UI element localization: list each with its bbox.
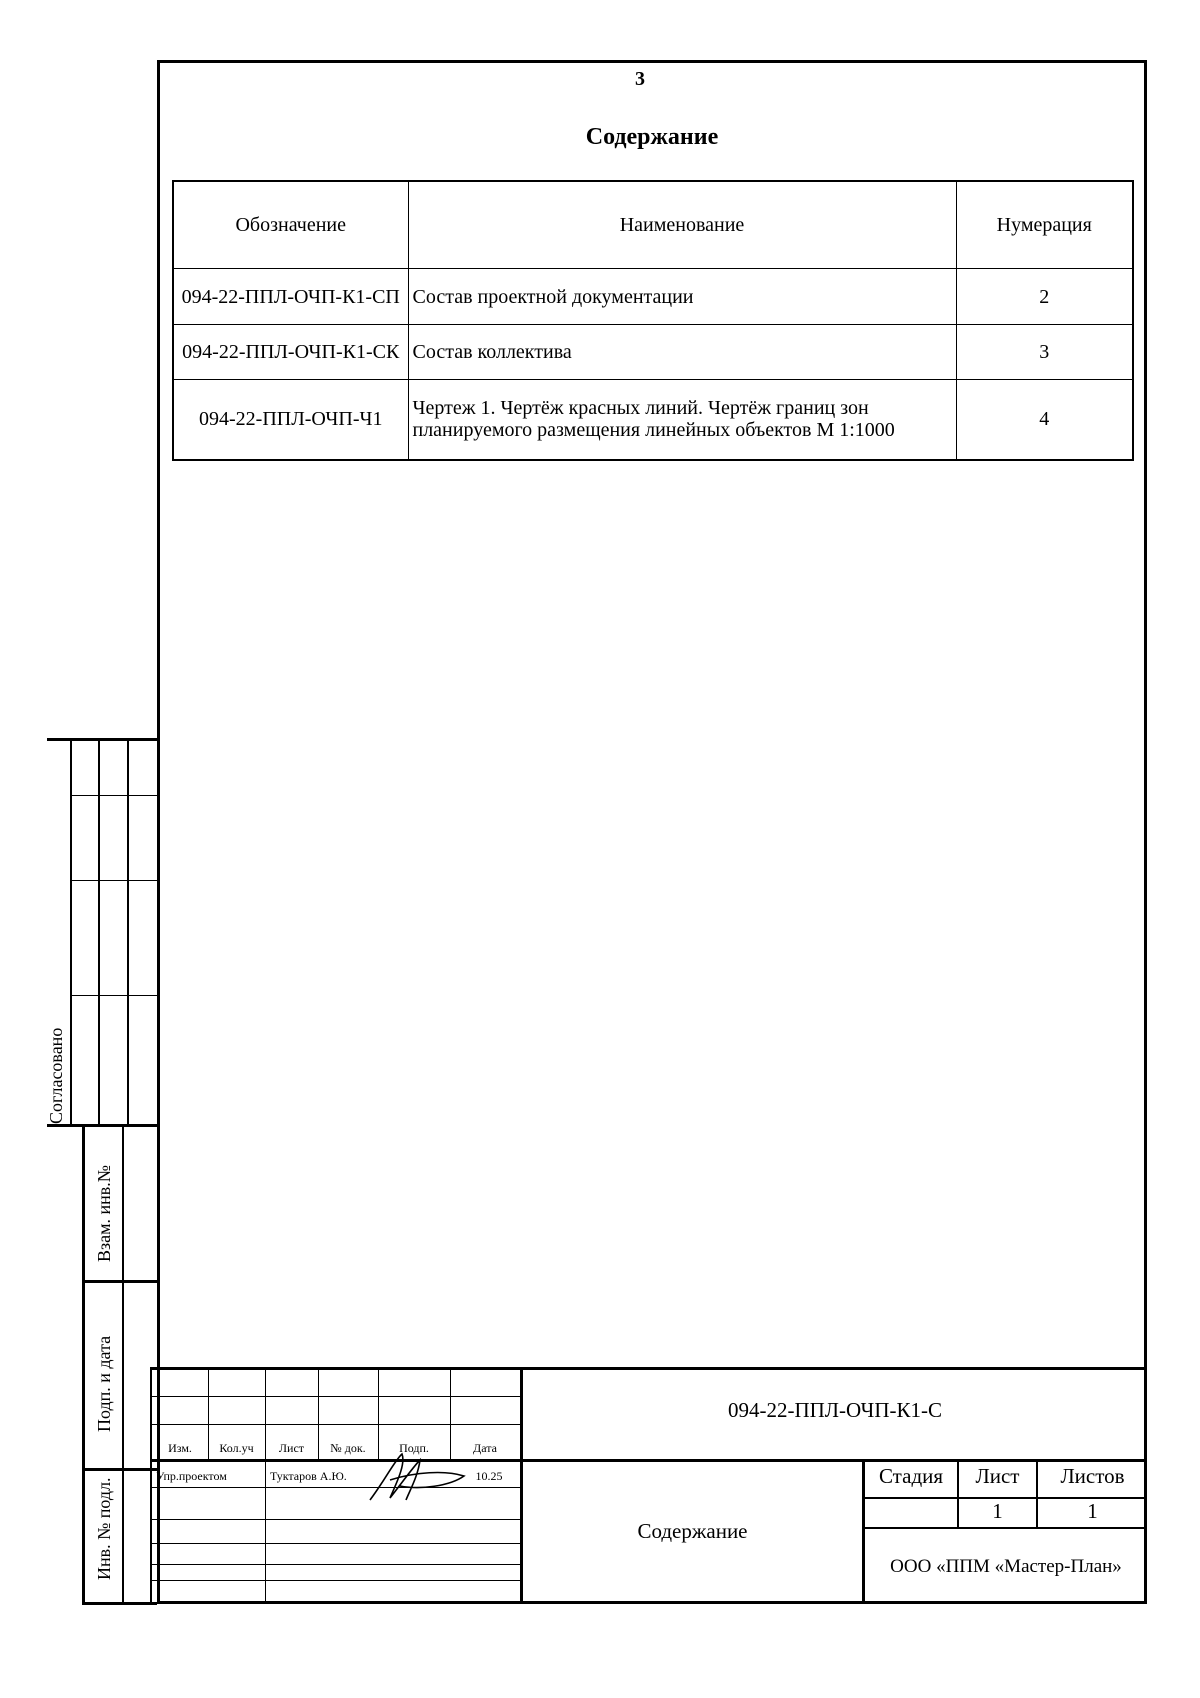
sheets-label: Листов (1060, 1464, 1125, 1488)
sign-date: 10.25 (475, 1469, 503, 1483)
row-code: 094-22-ППЛ-ОЧП-Ч1 (173, 380, 408, 460)
role-label: Упр.проектом (156, 1469, 227, 1483)
col-kol-uch: Кол.уч (219, 1441, 254, 1455)
table-header-row (173, 181, 1133, 269)
contents-table (172, 180, 1134, 461)
page-title: Содержание (585, 124, 719, 150)
sign-date-label: Подп. и дата (94, 1335, 114, 1432)
person-name: Туктаров А.Ю. (270, 1469, 347, 1483)
inv-no-label: Инв. № подл. (94, 1477, 114, 1580)
document-name: Содержание (637, 1519, 748, 1543)
col-doc-no: № док. (330, 1441, 366, 1455)
document-code: 094-22-ППЛ-ОЧП-К1-С (727, 1398, 942, 1422)
col-date: Дата (473, 1441, 497, 1455)
organization-name: ООО «ППМ «Мастер-План» (890, 1556, 1122, 1577)
table-row (173, 380, 1133, 460)
row-code: 094-22-ППЛ-ОЧП-К1-СП (173, 269, 408, 325)
replace-inv-label: Взам. инв.№ (94, 1165, 114, 1262)
col-izm: Изм. (168, 1441, 192, 1455)
page-number: 3 (635, 68, 645, 90)
header-designation: Обозначение (173, 181, 408, 269)
table-row (173, 269, 1133, 325)
table-row (173, 325, 1133, 380)
row-name: Состав коллектива (408, 325, 956, 380)
agreed-label: Согласовано (46, 1027, 66, 1124)
header-name: Наименование (408, 181, 956, 269)
sheet-label: Лист (975, 1464, 1020, 1488)
header-numbering: Нумерация (956, 181, 1133, 269)
row-number: 3 (956, 325, 1133, 380)
sheet-value: 1 (992, 1499, 1003, 1523)
row-name: Чертеж 1. Чертёж красных линий. Чертёж границ зон планируемого размещения линейных объектов М 1:1000 (408, 380, 956, 460)
row-code: 094-22-ППЛ-ОЧП-К1-СК (173, 325, 408, 380)
sheets-value: 1 (1087, 1499, 1098, 1523)
row-number: 2 (956, 269, 1133, 325)
signature-icon (360, 1450, 470, 1506)
col-sign: Подп. (399, 1441, 429, 1455)
col-list: Лист (278, 1441, 305, 1455)
row-name: Состав проектной документации (408, 269, 956, 325)
stage-label: Стадия (878, 1464, 944, 1488)
row-number: 4 (956, 380, 1133, 460)
